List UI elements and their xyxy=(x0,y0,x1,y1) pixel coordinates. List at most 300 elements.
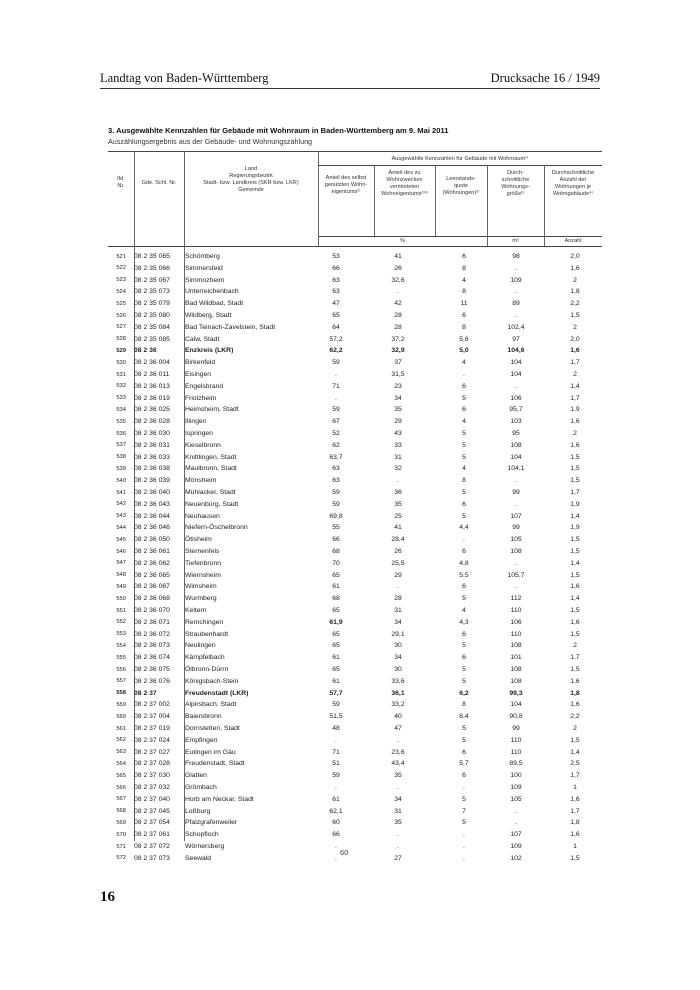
value-wohnungsgroesse: . xyxy=(515,312,517,319)
value-leerstand: 5 xyxy=(462,453,466,461)
row-number: 542 xyxy=(116,501,126,508)
value-wohnungsgroesse: 104 xyxy=(510,453,522,461)
table-row xyxy=(108,582,602,594)
value-wohnungen-je-gebaeude: 1,7 xyxy=(570,359,580,367)
row-number: 570 xyxy=(116,831,126,838)
table-row xyxy=(108,405,602,417)
table-row xyxy=(108,712,602,724)
value-wohnungsgroesse: 106 xyxy=(510,394,522,402)
value-selbstgenutzt: 66 xyxy=(332,264,340,272)
municipality-name: Bad Wildbad, Stadt xyxy=(185,300,244,308)
value-vermietet: 35 xyxy=(394,772,402,780)
value-leerstand: 5 xyxy=(462,441,466,449)
table-row xyxy=(108,818,602,830)
value-leerstand: . xyxy=(463,843,465,850)
value-vermietet: 36 xyxy=(394,489,402,496)
value-wohnungen-je-gebaeude: 1,9 xyxy=(570,500,580,508)
header-bottom-rule xyxy=(108,246,602,247)
value-wohnungsgroesse: 112 xyxy=(510,595,522,603)
municipality-key: 08 2 36 050 xyxy=(134,536,170,544)
value-wohnungsgroesse: 103 xyxy=(510,418,522,426)
value-selbstgenutzt: 59 xyxy=(332,406,340,414)
value-wohnungsgroesse: 99 xyxy=(512,524,520,532)
col-header-vermietet: Anteil des zu Wohnzwecken vermieteten Wohneigentums²⁾³⁾ xyxy=(381,170,428,197)
value-wohnungen-je-gebaeude: 1,7 xyxy=(570,394,580,402)
municipality-name: Neulingen xyxy=(185,642,216,650)
value-wohnungsgroesse: . xyxy=(515,288,517,296)
row-number: 543 xyxy=(116,513,126,520)
municipality-key: 08 2 36 033 xyxy=(134,453,170,461)
municipality-key: 08 2 37 xyxy=(134,689,157,697)
municipality-name: Simmozheim xyxy=(185,276,225,284)
row-number: 534 xyxy=(116,406,126,413)
table-row xyxy=(108,441,602,453)
table-row xyxy=(108,606,602,618)
value-vermietet: 37,2 xyxy=(391,335,405,343)
value-selbstgenutzt: . xyxy=(335,784,337,791)
value-wohnungen-je-gebaeude: 1,9 xyxy=(570,524,580,532)
municipality-name: Loßburg xyxy=(185,807,211,815)
value-wohnungsgroesse: 108 xyxy=(510,548,522,555)
municipality-name: Freudenstadt, Stadt xyxy=(185,760,245,768)
value-leerstand: 4 xyxy=(462,465,466,473)
municipality-key: 08 2 36 011 xyxy=(134,371,170,378)
value-wohnungen-je-gebaeude: 1,6 xyxy=(570,677,580,685)
value-wohnungsgroesse: 104 xyxy=(510,701,522,709)
municipality-key: 08 2 36 004 xyxy=(134,359,170,367)
table-row xyxy=(108,854,602,866)
municipality-key: 08 2 37 030 xyxy=(134,772,170,780)
value-wohnungsgroesse: 105 xyxy=(510,536,522,544)
value-selbstgenutzt: 66 xyxy=(332,536,340,544)
value-wohnungsgroesse: 104 xyxy=(510,371,522,378)
municipality-name: Schopfloch xyxy=(185,831,219,839)
value-selbstgenutzt: 66 xyxy=(332,831,340,839)
municipality-name: Pfalzgrafenweiler xyxy=(185,819,238,827)
value-wohnungen-je-gebaeude: 1,6 xyxy=(570,618,580,626)
col-header-group: Ausgewählte Kennzahlen für Gebäude mit Wohnraum¹⁾ xyxy=(391,156,529,162)
value-leerstand: 11 xyxy=(460,300,468,308)
row-number: 523 xyxy=(116,277,126,284)
row-number: 572 xyxy=(116,855,126,862)
municipality-name: Empfingen xyxy=(185,736,218,744)
municipality-name: Tiefenbronn xyxy=(185,559,222,567)
value-vermietet: 25 xyxy=(394,512,402,520)
value-vermietet: 34 xyxy=(394,795,402,803)
municipality-name: Mönsheim xyxy=(185,477,217,485)
municipality-name: Knittlingen, Stadt xyxy=(185,453,237,461)
value-selbstgenutzt: 59 xyxy=(332,489,340,496)
value-wohnungsgroesse: 102 xyxy=(510,854,522,862)
value-selbstgenutzt: 60 xyxy=(332,819,340,827)
table-row xyxy=(108,335,602,347)
value-vermietet: . xyxy=(397,477,399,485)
value-wohnungen-je-gebaeude: 1,5 xyxy=(570,607,580,614)
row-number: 530 xyxy=(116,359,126,366)
municipality-name: Bad Teinach-Zavelstein, Stadt xyxy=(185,323,276,331)
unit-anzahl: Anzahl xyxy=(564,238,582,244)
value-leerstand: 4 xyxy=(462,418,466,426)
value-vermietet: 27 xyxy=(394,854,402,862)
table-subtitle: Auszählungsergebnis aus der Gebäude- und Wohnungszählung xyxy=(108,137,313,146)
value-vermietet: 42 xyxy=(394,300,402,308)
municipality-key: 08 2 36 030 xyxy=(134,430,170,437)
value-leerstand: 4,8 xyxy=(459,559,469,567)
table-row xyxy=(108,653,602,665)
value-wohnungsgroesse: 104,1 xyxy=(507,465,525,473)
value-wohnungsgroesse: 109 xyxy=(510,843,522,850)
value-wohnungsgroesse: 105,7 xyxy=(507,571,525,579)
table-row xyxy=(108,842,602,854)
col-header-wohnungsgroesse: Durch- schnittliche Wohnungs- größe²⁾ xyxy=(501,170,530,197)
municipality-key: 08 2 36 065 xyxy=(134,571,170,579)
municipality-key: 08 2 37 054 xyxy=(134,819,170,827)
value-selbstgenutzt: 57,2 xyxy=(329,335,343,343)
value-wohnungsgroesse: . xyxy=(515,477,517,485)
row-number: 555 xyxy=(116,654,126,661)
header-divider xyxy=(100,88,600,89)
row-number: 568 xyxy=(116,808,126,815)
value-wohnungen-je-gebaeude: 2 xyxy=(573,371,577,378)
municipality-key: 08 2 36 046 xyxy=(134,524,170,532)
value-wohnungen-je-gebaeude: 1,5 xyxy=(570,536,580,544)
municipality-name: Sternenfels xyxy=(185,548,220,555)
value-vermietet: 37 xyxy=(394,359,402,367)
municipality-key: 08 2 36 061 xyxy=(134,548,170,555)
value-wohnungen-je-gebaeude: 1,5 xyxy=(570,465,580,473)
value-selbstgenutzt: 52 xyxy=(332,430,340,437)
municipality-key: 08 2 36 044 xyxy=(134,512,170,520)
table-row xyxy=(108,783,602,795)
table-top-rule xyxy=(108,151,602,152)
row-number: 565 xyxy=(116,772,126,779)
value-wohnungsgroesse: 110 xyxy=(510,630,522,638)
value-vermietet: 43 xyxy=(394,430,402,437)
value-leerstand: 8 xyxy=(462,323,466,331)
value-wohnungsgroesse: 107 xyxy=(510,512,522,520)
value-leerstand: 6 xyxy=(462,312,466,319)
value-wohnungen-je-gebaeude: 1,7 xyxy=(570,654,580,662)
municipality-key: 08 2 37 024 xyxy=(134,736,170,744)
municipality-name: Ölbronn-Dürrn xyxy=(185,666,229,673)
municipality-key: 08 2 36 028 xyxy=(134,418,170,426)
value-wohnungsgroesse: 99 xyxy=(512,725,520,732)
value-wohnungen-je-gebaeude: 1,6 xyxy=(570,795,580,803)
table-row xyxy=(108,358,602,370)
table-row xyxy=(108,252,602,264)
municipality-name: Keltern xyxy=(185,607,207,614)
value-vermietet: 26 xyxy=(394,264,402,272)
value-selbstgenutzt: 53 xyxy=(332,253,340,260)
value-leerstand: 6 xyxy=(462,253,466,260)
row-number: 553 xyxy=(116,631,126,638)
value-vermietet: 30 xyxy=(394,666,402,673)
value-vermietet: . xyxy=(397,288,399,296)
value-wohnungen-je-gebaeude: 2 xyxy=(573,323,577,331)
value-selbstgenutzt: 59 xyxy=(332,500,340,508)
value-wohnungen-je-gebaeude: 1,6 xyxy=(570,418,580,426)
municipality-name: Neuhausen xyxy=(185,512,220,520)
municipality-name: Heimsheim, Stadt xyxy=(185,406,239,414)
value-wohnungsgroesse: . xyxy=(515,583,517,591)
value-vermietet: 34 xyxy=(394,394,402,402)
value-wohnungsgroesse: 104,6 xyxy=(507,347,525,355)
municipality-name: Remchingen xyxy=(185,618,224,626)
municipality-name: Wildberg, Stadt xyxy=(185,312,232,319)
municipality-key: 08 2 36 062 xyxy=(134,559,170,567)
table-row xyxy=(108,724,602,736)
value-vermietet: 28 xyxy=(394,323,402,331)
value-wohnungsgroesse: 109 xyxy=(510,784,522,791)
municipality-key: 08 2 36 031 xyxy=(134,441,170,449)
value-selbstgenutzt: 64 xyxy=(332,323,340,331)
municipality-name: Wimsheim xyxy=(185,583,217,591)
value-wohnungen-je-gebaeude: 2,2 xyxy=(570,300,580,308)
value-wohnungen-je-gebaeude: 1,5 xyxy=(570,630,580,638)
value-leerstand: 8 xyxy=(462,477,466,485)
table-row xyxy=(108,429,602,441)
value-wohnungen-je-gebaeude: 1,5 xyxy=(570,312,580,319)
value-wohnungsgroesse: 108 xyxy=(510,642,522,650)
value-vermietet: 23,6 xyxy=(391,748,405,756)
table-row xyxy=(108,641,602,653)
table-row xyxy=(108,830,602,842)
value-vermietet: . xyxy=(397,583,399,591)
value-wohnungen-je-gebaeude: 1,4 xyxy=(570,559,580,567)
row-number: 560 xyxy=(116,713,126,720)
row-number: 556 xyxy=(116,666,126,673)
value-wohnungen-je-gebaeude: 2 xyxy=(573,642,577,650)
municipality-key: 08 2 37 045 xyxy=(134,807,170,815)
table-row xyxy=(108,594,602,606)
value-selbstgenutzt: 69,8 xyxy=(329,512,343,520)
value-wohnungen-je-gebaeude: 2,5 xyxy=(570,760,580,768)
row-number: 539 xyxy=(116,465,126,472)
value-wohnungsgroesse: 110 xyxy=(510,736,522,744)
municipality-key: 08 2 36 013 xyxy=(134,382,170,390)
municipality-name: Schömberg xyxy=(185,253,220,260)
row-number: 562 xyxy=(116,737,126,744)
table-row xyxy=(108,287,602,299)
value-wohnungen-je-gebaeude: 1,6 xyxy=(570,264,580,272)
row-number: 526 xyxy=(116,312,126,319)
value-leerstand: 5 xyxy=(462,512,466,520)
municipality-name: Simmersfeld xyxy=(185,264,223,272)
value-selbstgenutzt: 48 xyxy=(332,725,340,732)
value-wohnungen-je-gebaeude: 1,4 xyxy=(570,512,580,520)
value-leerstand: . xyxy=(463,831,465,839)
value-selbstgenutzt: 68 xyxy=(332,595,340,603)
municipality-name: Wiernsheim xyxy=(185,571,221,579)
table-row xyxy=(108,677,602,689)
table-row xyxy=(108,689,602,701)
table-row xyxy=(108,453,602,465)
value-leerstand: 5 xyxy=(462,642,466,650)
value-wohnungen-je-gebaeude: 1,5 xyxy=(570,477,580,485)
value-leerstand: 5,7 xyxy=(459,760,469,768)
value-wohnungen-je-gebaeude: 1,8 xyxy=(570,689,580,697)
value-wohnungsgroesse: 102,4 xyxy=(507,323,525,331)
value-selbstgenutzt: 62,1 xyxy=(329,807,343,815)
row-number: 557 xyxy=(116,678,126,685)
municipality-key: 08 2 37 073 xyxy=(134,854,170,862)
municipality-key: 08 2 36 068 xyxy=(134,595,170,603)
value-wohnungen-je-gebaeude: 1,5 xyxy=(570,854,580,862)
value-vermietet: 35 xyxy=(394,406,402,414)
municipality-name: Alpirsbach, Stadt xyxy=(185,701,237,709)
value-leerstand: 6 xyxy=(462,654,466,662)
value-vermietet: 43,4 xyxy=(391,760,405,768)
value-wohnungen-je-gebaeude: 2 xyxy=(573,430,577,437)
value-vermietet: 33,6 xyxy=(391,677,405,685)
value-vermietet: 23 xyxy=(394,382,402,390)
row-number: 528 xyxy=(116,336,126,343)
value-vermietet: 31,5 xyxy=(391,371,405,378)
value-leerstand: 6 xyxy=(462,406,466,414)
table-row xyxy=(108,512,602,524)
value-selbstgenutzt: 61 xyxy=(332,654,340,662)
municipality-name: Freudenstadt (LKR) xyxy=(185,689,249,697)
municipality-key: 08 2 36 070 xyxy=(134,607,170,614)
value-selbstgenutzt: . xyxy=(335,843,337,850)
value-wohnungsgroesse: 105 xyxy=(510,795,522,803)
value-selbstgenutzt: 61 xyxy=(332,795,340,803)
municipality-key: 08 2 36 071 xyxy=(134,618,170,626)
value-vermietet: . xyxy=(397,736,399,744)
table-row xyxy=(108,759,602,771)
municipality-key: 08 2 36 075 xyxy=(134,666,170,673)
value-selbstgenutzt: 65 xyxy=(332,312,340,319)
value-wohnungsgroesse: 89,5 xyxy=(509,760,523,768)
value-leerstand: 7 xyxy=(462,807,466,815)
value-leerstand: 4,4 xyxy=(459,524,469,532)
row-number: 538 xyxy=(116,454,126,461)
municipality-name: Dornstetten, Stadt xyxy=(185,725,240,732)
value-selbstgenutzt: 63 xyxy=(332,477,340,485)
table-row xyxy=(108,417,602,429)
unit-m2: m² xyxy=(512,238,519,244)
value-selbstgenutzt: 61 xyxy=(332,677,340,685)
value-vermietet: 32,6 xyxy=(391,276,405,284)
row-number: 521 xyxy=(116,253,126,260)
row-number: 531 xyxy=(116,371,126,378)
municipality-key: 08 2 36 074 xyxy=(134,654,170,662)
value-wohnungen-je-gebaeude: 2,2 xyxy=(570,713,580,721)
value-wohnungen-je-gebaeude: 1,5 xyxy=(570,736,580,744)
value-selbstgenutzt: 51,5 xyxy=(329,713,343,721)
municipality-key: 08 2 35 066 xyxy=(134,264,170,272)
row-number: 566 xyxy=(116,784,126,791)
table-row xyxy=(108,547,602,559)
value-wohnungen-je-gebaeude: 2 xyxy=(573,725,577,732)
row-number: 536 xyxy=(116,430,126,437)
municipality-key: 08 2 35 080 xyxy=(134,312,170,319)
value-wohnungen-je-gebaeude: 1,5 xyxy=(570,666,580,673)
value-wohnungen-je-gebaeude: 1 xyxy=(573,784,577,791)
row-number: 524 xyxy=(116,288,126,295)
value-wohnungsgroesse: 100 xyxy=(510,772,522,780)
municipality-key: 08 2 37 040 xyxy=(134,795,170,803)
table-row xyxy=(108,488,602,500)
municipality-name: Ispringen xyxy=(185,430,213,437)
value-leerstand: 6 xyxy=(462,772,466,780)
value-vermietet: 25,5 xyxy=(391,559,405,567)
value-wohnungsgroesse: . xyxy=(515,807,517,815)
value-leerstand: 8 xyxy=(462,264,466,272)
unit-rule xyxy=(318,236,602,237)
value-wohnungen-je-gebaeude: 1,8 xyxy=(570,819,580,827)
municipality-key: 08 2 37 061 xyxy=(134,831,170,839)
municipality-key: 08 2 36 076 xyxy=(134,677,170,685)
value-leerstand: 5 xyxy=(462,394,466,402)
municipality-name: Baiersbronn xyxy=(185,713,222,721)
value-vermietet: 40 xyxy=(394,713,402,721)
value-leerstand: 5 xyxy=(462,725,466,732)
value-vermietet: . xyxy=(397,831,399,839)
value-selbstgenutzt: 55 xyxy=(332,524,340,532)
value-wohnungsgroesse: 108 xyxy=(510,677,522,685)
table-row xyxy=(108,736,602,748)
municipality-name: Kämpfelbach xyxy=(185,654,225,662)
value-selbstgenutzt: . xyxy=(335,736,337,744)
value-vermietet: 31 xyxy=(394,453,402,461)
column-divider xyxy=(318,151,319,246)
value-wohnungen-je-gebaeude: 1,7 xyxy=(570,807,580,815)
municipality-key: 08 2 36 067 xyxy=(134,583,170,591)
municipality-key: 08 2 36 040 xyxy=(134,489,170,496)
value-vermietet: 41 xyxy=(394,253,402,260)
value-wohnungsgroesse: 95,7 xyxy=(509,406,523,414)
municipality-name: Eisingen xyxy=(185,371,212,378)
value-leerstand: 5 xyxy=(462,430,466,437)
municipality-name: Kieselbronn xyxy=(185,441,221,449)
value-wohnungen-je-gebaeude: 1,5 xyxy=(570,453,580,461)
value-vermietet: 29 xyxy=(394,418,402,426)
col-header-lfd: lfd. Nr. xyxy=(117,176,125,189)
municipality-key: 08 2 35 084 xyxy=(134,323,170,331)
value-leerstand: 6 xyxy=(462,548,466,555)
row-number: 569 xyxy=(116,819,126,826)
value-wohnungen-je-gebaeude: 1,4 xyxy=(570,382,580,390)
value-selbstgenutzt: . xyxy=(335,394,337,402)
value-wohnungen-je-gebaeude: 1,6 xyxy=(570,583,580,591)
value-wohnungen-je-gebaeude: 1,4 xyxy=(570,748,580,756)
value-vermietet: 26 xyxy=(394,548,402,555)
value-vermietet: . xyxy=(397,843,399,850)
value-vermietet: 36,1 xyxy=(391,689,405,697)
municipality-name: Niefern-Öschelbronn xyxy=(185,524,248,532)
value-leerstand: 4 xyxy=(462,276,466,284)
page-number: 16 xyxy=(100,889,115,905)
value-selbstgenutzt: 59 xyxy=(332,701,340,709)
municipality-name: Friolzheim xyxy=(185,394,217,402)
value-leerstand: . xyxy=(463,536,465,544)
value-selbstgenutzt: 68 xyxy=(332,548,340,555)
value-selbstgenutzt: 63,7 xyxy=(329,453,343,461)
value-vermietet: 28,4 xyxy=(391,536,405,544)
table-row xyxy=(108,323,602,335)
municipality-key: 08 2 37 002 xyxy=(134,701,170,709)
value-leerstand: 5 xyxy=(462,819,466,827)
col-header-selbstgenutzt: Anteil des selbst genutzten Wohn- eigentums²⁾ xyxy=(324,175,368,195)
value-wohnungen-je-gebaeude: 1,4 xyxy=(570,595,580,603)
municipality-key: 08 2 36 039 xyxy=(134,477,170,485)
municipality-name: Eutingen im Gäu xyxy=(185,748,236,756)
municipality-name: Wurmberg xyxy=(185,595,217,603)
row-number: 548 xyxy=(116,572,126,579)
row-number: 558 xyxy=(116,690,126,697)
value-wohnungsgroesse: 108 xyxy=(510,666,522,673)
